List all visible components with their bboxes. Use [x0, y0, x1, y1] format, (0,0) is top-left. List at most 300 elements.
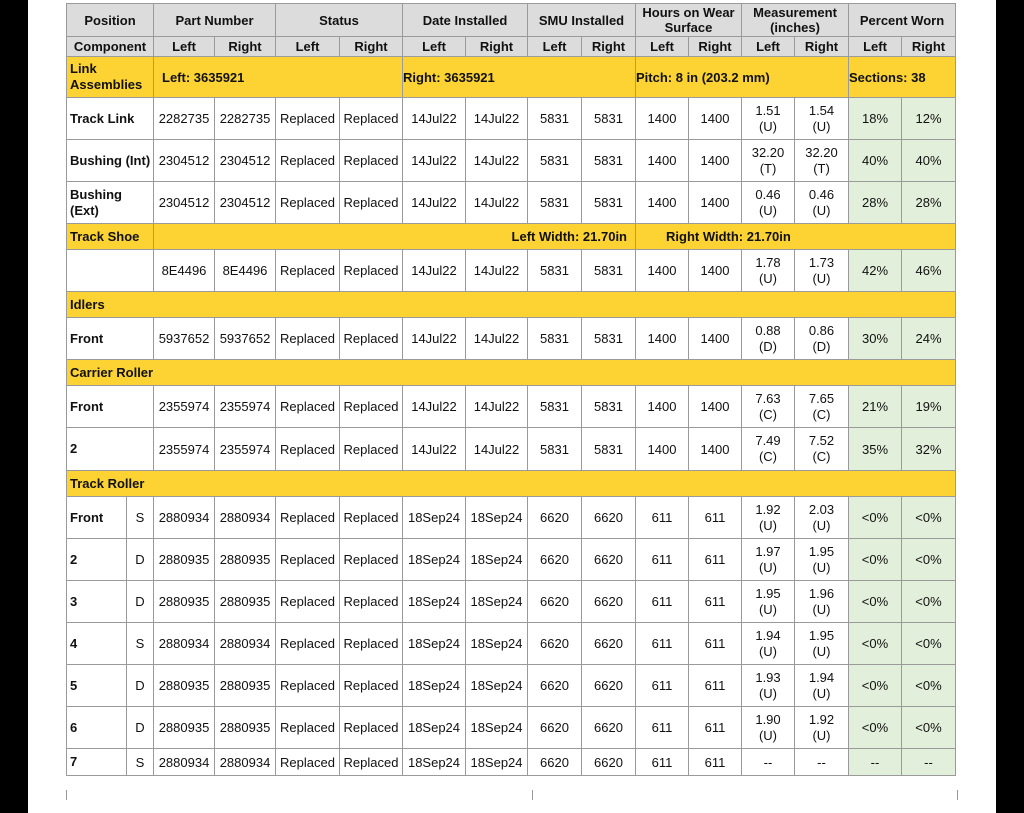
status-left: Replaced	[276, 497, 340, 539]
section-info-right-part: Right: 3635921	[403, 57, 636, 98]
measurement-right	[795, 539, 849, 581]
smu-right: 6620	[582, 539, 636, 581]
smu-left: 6620	[528, 581, 582, 623]
row-position: 2	[67, 428, 154, 471]
date-left: 18Sep24	[403, 539, 466, 581]
date-left: 14Jul22	[403, 318, 466, 360]
date-right: 14Jul22	[466, 140, 528, 182]
header-right: Right	[582, 37, 636, 57]
date-left: 14Jul22	[403, 428, 466, 471]
section-track-roller	[67, 471, 956, 497]
part-number-right: 2880935	[215, 665, 276, 707]
header-left: Left	[636, 37, 689, 57]
smu-left: 6620	[528, 749, 582, 776]
part-number-right: 2880935	[215, 539, 276, 581]
section-info-left-width: Left Width: 21.70in	[154, 224, 636, 250]
date-right: 14Jul22	[466, 386, 528, 428]
measurement-value: 1.73	[808, 254, 835, 270]
roller-type: S	[127, 749, 154, 776]
measurement-value: 1.51	[755, 102, 781, 118]
status-left: Replaced	[276, 539, 340, 581]
part-number-left: 2355974	[154, 428, 215, 471]
measurement-value: 1.93	[755, 669, 781, 685]
measurement-left	[742, 98, 795, 140]
date-left: 18Sep24	[403, 581, 466, 623]
measurement-left	[742, 497, 795, 539]
header-right: Right	[689, 37, 742, 57]
measurement-left	[742, 250, 795, 292]
status-right: Replaced	[340, 539, 403, 581]
status-left: Replaced	[276, 250, 340, 292]
percent-worn-right: 24%	[902, 318, 956, 360]
part-number-left: 2880935	[154, 707, 215, 749]
hours-left: 1400	[636, 98, 689, 140]
table-row	[67, 707, 956, 749]
measurement-code: (C)	[812, 449, 831, 464]
measurement-code: (U)	[758, 517, 778, 533]
hours-right: 1400	[689, 140, 742, 182]
measurement-value: 1.95	[755, 585, 781, 601]
part-number-right: 2355974	[215, 428, 276, 471]
percent-worn-right: 40%	[902, 140, 956, 182]
measurement-code: (U)	[812, 727, 831, 743]
status-left: Replaced	[276, 386, 340, 428]
part-number-left: 2282735	[154, 98, 215, 140]
measurement-code: (U)	[758, 559, 778, 575]
measurement-code: (C)	[758, 449, 778, 464]
status-left: Replaced	[276, 707, 340, 749]
status-right: Replaced	[340, 428, 403, 471]
percent-worn-left: <0%	[849, 707, 902, 749]
percent-worn-left: 28%	[849, 182, 902, 224]
part-number-left: 2880934	[154, 497, 215, 539]
status-left: Replaced	[276, 749, 340, 776]
part-number-right: 2880934	[215, 623, 276, 665]
measurement-left	[742, 665, 795, 707]
header-position: Position	[67, 4, 154, 37]
measurement-right	[795, 250, 849, 292]
date-right: 14Jul22	[466, 182, 528, 224]
table-row	[67, 318, 956, 360]
measurement-value: 1.92	[808, 711, 835, 727]
date-right: 18Sep24	[466, 707, 528, 749]
measurement-right	[795, 665, 849, 707]
part-number-left: 2355974	[154, 386, 215, 428]
date-left: 14Jul22	[403, 182, 466, 224]
header-component: Component	[67, 37, 154, 57]
status-left: Replaced	[276, 318, 340, 360]
section-title: Track Roller	[67, 471, 956, 497]
status-left: Replaced	[276, 182, 340, 224]
table-row	[67, 98, 956, 140]
section-title: Track Shoe	[67, 224, 154, 250]
percent-worn-left: <0%	[849, 581, 902, 623]
table-row	[67, 497, 956, 539]
measurement-value: 0.86	[808, 322, 835, 338]
percent-worn-left: --	[849, 749, 902, 776]
measurement-code: (U)	[758, 643, 778, 659]
undercarriage-wear-table	[66, 3, 956, 776]
table-row	[67, 581, 956, 623]
part-number-right: 5937652	[215, 318, 276, 360]
section-link-assemblies	[67, 57, 956, 98]
date-left: 14Jul22	[403, 250, 466, 292]
smu-left: 5831	[528, 98, 582, 140]
table-row	[67, 749, 956, 776]
hours-left: 1400	[636, 182, 689, 224]
header-right: Right	[215, 37, 276, 57]
date-left: 18Sep24	[403, 665, 466, 707]
status-right: Replaced	[340, 707, 403, 749]
measurement-left	[742, 581, 795, 623]
part-number-left: 2880935	[154, 665, 215, 707]
roller-type: S	[127, 623, 154, 665]
section-idlers	[67, 292, 956, 318]
smu-left: 5831	[528, 318, 582, 360]
hours-right: 611	[689, 539, 742, 581]
hours-right: 611	[689, 581, 742, 623]
hours-left: 1400	[636, 140, 689, 182]
part-number-left: 5937652	[154, 318, 215, 360]
roller-type: D	[127, 539, 154, 581]
section-title: Link Assemblies	[67, 57, 154, 98]
row-position: 6	[67, 707, 127, 749]
row-position: 3	[67, 581, 127, 623]
smu-right: 5831	[582, 182, 636, 224]
date-right: 18Sep24	[466, 497, 528, 539]
measurement-value: 1.95	[808, 543, 835, 559]
table-border-fragment	[957, 790, 958, 800]
header-left: Left	[528, 37, 582, 57]
status-right: Replaced	[340, 140, 403, 182]
measurement-value: 0.46	[755, 186, 781, 202]
hours-right: 1400	[689, 386, 742, 428]
percent-worn-left: 40%	[849, 140, 902, 182]
measurement-right	[795, 386, 849, 428]
percent-worn-left: 30%	[849, 318, 902, 360]
status-right: Replaced	[340, 386, 403, 428]
measurement-code: (D)	[758, 338, 778, 354]
measurement-value: 1.78	[755, 254, 781, 270]
row-position: Bushing (Ext)	[67, 182, 154, 224]
section-info-sections: Sections: 38	[849, 57, 956, 98]
percent-worn-left: 21%	[849, 386, 902, 428]
percent-worn-right: <0%	[902, 623, 956, 665]
measurement-code: (T)	[813, 160, 830, 176]
hours-left: 1400	[636, 428, 689, 471]
smu-right: 6620	[582, 749, 636, 776]
table-row	[67, 182, 956, 224]
part-number-left: 2880935	[154, 539, 215, 581]
header-right: Right	[795, 37, 849, 57]
percent-worn-left: <0%	[849, 539, 902, 581]
section-title: Idlers	[67, 292, 956, 318]
header-left: Left	[276, 37, 340, 57]
section-carrier-roller	[67, 360, 956, 386]
header-measurement: Measurement (inches)	[742, 4, 849, 37]
smu-right: 6620	[582, 623, 636, 665]
measurement-code: (T)	[759, 160, 777, 176]
measurement-left	[742, 182, 795, 224]
part-number-right: 2880935	[215, 707, 276, 749]
status-right: Replaced	[340, 250, 403, 292]
roller-type: D	[127, 665, 154, 707]
status-right: Replaced	[340, 182, 403, 224]
section-info-pitch: Pitch: 8 in (203.2 mm)	[636, 57, 849, 98]
row-position: 2	[67, 539, 127, 581]
header-right: Right	[902, 37, 956, 57]
smu-right: 5831	[582, 428, 636, 471]
measurement-code: (U)	[758, 270, 778, 286]
measurement-left: --	[742, 749, 795, 776]
hours-left: 611	[636, 665, 689, 707]
date-left: 14Jul22	[403, 140, 466, 182]
hours-left: 611	[636, 749, 689, 776]
hours-left: 611	[636, 623, 689, 665]
date-right: 14Jul22	[466, 428, 528, 471]
part-number-left: 2880934	[154, 623, 215, 665]
date-left: 18Sep24	[403, 497, 466, 539]
measurement-right	[795, 707, 849, 749]
measurement-right	[795, 623, 849, 665]
row-position: 5	[67, 665, 127, 707]
smu-right: 5831	[582, 98, 636, 140]
header-hours-on-wear-surface: Hours on Wear Surface	[636, 4, 742, 37]
date-right: 18Sep24	[466, 539, 528, 581]
status-right: Replaced	[340, 98, 403, 140]
hours-right: 611	[689, 497, 742, 539]
smu-left: 6620	[528, 497, 582, 539]
percent-worn-right: 46%	[902, 250, 956, 292]
percent-worn-right: 32%	[902, 428, 956, 471]
measurement-right	[795, 497, 849, 539]
percent-worn-left: 42%	[849, 250, 902, 292]
table-row	[67, 428, 956, 471]
percent-worn-right: <0%	[902, 497, 956, 539]
measurement-value: 1.96	[808, 585, 835, 601]
hours-right: 1400	[689, 182, 742, 224]
date-left: 14Jul22	[403, 98, 466, 140]
measurement-code: (U)	[812, 202, 831, 218]
hours-right: 611	[689, 623, 742, 665]
hours-left: 611	[636, 707, 689, 749]
header-status: Status	[276, 4, 403, 37]
measurement-value: 7.52	[808, 433, 835, 448]
measurement-code: (U)	[812, 517, 831, 533]
percent-worn-left: <0%	[849, 665, 902, 707]
section-info-right-width: Right Width: 21.70in	[636, 224, 956, 250]
status-right: Replaced	[340, 623, 403, 665]
status-left: Replaced	[276, 98, 340, 140]
part-number-right: 2880934	[215, 497, 276, 539]
row-position: 7	[67, 749, 127, 776]
percent-worn-right: <0%	[902, 707, 956, 749]
smu-left: 6620	[528, 623, 582, 665]
measurement-code: (U)	[758, 727, 778, 743]
table-body	[67, 57, 956, 776]
percent-worn-right: <0%	[902, 539, 956, 581]
date-right: 18Sep24	[466, 665, 528, 707]
hours-left: 1400	[636, 386, 689, 428]
measurement-right	[795, 318, 849, 360]
measurement-code: (U)	[812, 601, 831, 617]
percent-worn-right: 28%	[902, 182, 956, 224]
measurement-value: 2.03	[808, 501, 835, 517]
part-number-left: 8E4496	[154, 250, 215, 292]
measurement-value: 32.20	[751, 144, 785, 160]
status-left: Replaced	[276, 665, 340, 707]
measurement-code: (D)	[812, 338, 831, 354]
measurement-right	[795, 182, 849, 224]
hours-left: 611	[636, 539, 689, 581]
smu-right: 5831	[582, 386, 636, 428]
measurement-code: (U)	[758, 601, 778, 617]
smu-right: 6620	[582, 665, 636, 707]
measurement-right: --	[795, 749, 849, 776]
roller-type: D	[127, 707, 154, 749]
hours-left: 1400	[636, 250, 689, 292]
status-left: Replaced	[276, 623, 340, 665]
header-part-number: Part Number	[154, 4, 276, 37]
hours-left: 611	[636, 581, 689, 623]
status-right: Replaced	[340, 665, 403, 707]
smu-right: 6620	[582, 497, 636, 539]
header-right: Right	[466, 37, 528, 57]
percent-worn-right: 12%	[902, 98, 956, 140]
date-right: 18Sep24	[466, 749, 528, 776]
measurement-left	[742, 428, 795, 471]
measurement-left	[742, 318, 795, 360]
measurement-code: (U)	[758, 118, 778, 134]
date-right: 14Jul22	[466, 98, 528, 140]
header-left: Left	[742, 37, 795, 57]
row-position: Front	[67, 386, 154, 428]
row-position: Front	[67, 318, 154, 360]
header-row-top	[67, 4, 956, 37]
status-right: Replaced	[340, 581, 403, 623]
measurement-left	[742, 539, 795, 581]
status-right: Replaced	[340, 318, 403, 360]
date-left: 18Sep24	[403, 623, 466, 665]
measurement-code: (C)	[758, 406, 778, 422]
section-track-shoe	[67, 224, 956, 250]
measurement-code: (U)	[812, 685, 831, 701]
smu-left: 5831	[528, 250, 582, 292]
measurement-value: 1.94	[808, 669, 835, 685]
status-right: Replaced	[340, 749, 403, 776]
percent-worn-right: <0%	[902, 581, 956, 623]
header-left: Left	[849, 37, 902, 57]
measurement-left	[742, 386, 795, 428]
part-number-right: 2880934	[215, 749, 276, 776]
measurement-code: (C)	[812, 406, 831, 422]
header-left: Left	[154, 37, 215, 57]
status-left: Replaced	[276, 428, 340, 471]
roller-type: S	[127, 497, 154, 539]
measurement-code: (U)	[812, 643, 831, 659]
measurement-value: 0.88	[755, 322, 781, 338]
measurement-value: 1.94	[755, 627, 781, 643]
smu-right: 5831	[582, 140, 636, 182]
percent-worn-left: <0%	[849, 623, 902, 665]
measurement-left	[742, 623, 795, 665]
part-number-right: 2282735	[215, 98, 276, 140]
header-percent-worn: Percent Worn	[849, 4, 956, 37]
measurement-right	[795, 428, 849, 471]
measurement-right	[795, 98, 849, 140]
row-position	[67, 250, 154, 292]
percent-worn-right: --	[902, 749, 956, 776]
measurement-value: 1.92	[755, 501, 781, 517]
hours-right: 1400	[689, 250, 742, 292]
measurement-value: 0.46	[808, 186, 835, 202]
measurement-value: 1.95	[808, 627, 835, 643]
percent-worn-left: <0%	[849, 497, 902, 539]
header-smu-installed: SMU Installed	[528, 4, 636, 37]
measurement-value: 1.54	[808, 102, 835, 118]
table-row	[67, 539, 956, 581]
smu-right: 5831	[582, 250, 636, 292]
header-date-installed: Date Installed	[403, 4, 528, 37]
part-number-right: 2304512	[215, 140, 276, 182]
row-position: Track Link	[67, 98, 154, 140]
part-number-right: 2355974	[215, 386, 276, 428]
smu-left: 5831	[528, 182, 582, 224]
smu-right: 6620	[582, 707, 636, 749]
measurement-value: 7.63	[755, 390, 781, 406]
measurement-code: (U)	[758, 202, 778, 218]
part-number-right: 2304512	[215, 182, 276, 224]
measurement-value: 1.97	[755, 543, 781, 559]
smu-left: 5831	[528, 140, 582, 182]
measurement-code: (U)	[812, 270, 831, 286]
table-row	[67, 665, 956, 707]
date-left: 18Sep24	[403, 749, 466, 776]
percent-worn-left: 35%	[849, 428, 902, 471]
smu-left: 5831	[528, 428, 582, 471]
row-position: Front	[67, 497, 127, 539]
hours-right: 611	[689, 749, 742, 776]
part-number-left: 2880935	[154, 581, 215, 623]
smu-right: 6620	[582, 581, 636, 623]
measurement-value: 1.90	[755, 711, 781, 727]
report-page	[28, 0, 996, 813]
smu-left: 6620	[528, 665, 582, 707]
percent-worn-right: 19%	[902, 386, 956, 428]
date-left: 18Sep24	[403, 707, 466, 749]
part-number-right: 8E4496	[215, 250, 276, 292]
hours-right: 1400	[689, 318, 742, 360]
status-left: Replaced	[276, 140, 340, 182]
table-border-fragment	[532, 790, 533, 800]
table-row	[67, 250, 956, 292]
date-right: 18Sep24	[466, 581, 528, 623]
section-info-left-part: Left: 3635921	[154, 57, 403, 98]
status-left: Replaced	[276, 581, 340, 623]
table-row	[67, 386, 956, 428]
status-right: Replaced	[340, 497, 403, 539]
date-right: 14Jul22	[466, 318, 528, 360]
hours-right: 1400	[689, 98, 742, 140]
part-number-left: 2304512	[154, 182, 215, 224]
measurement-right	[795, 140, 849, 182]
smu-right: 5831	[582, 318, 636, 360]
measurement-value: 7.49	[755, 433, 781, 448]
date-right: 14Jul22	[466, 250, 528, 292]
table-row	[67, 623, 956, 665]
measurement-left	[742, 707, 795, 749]
percent-worn-left: 18%	[849, 98, 902, 140]
